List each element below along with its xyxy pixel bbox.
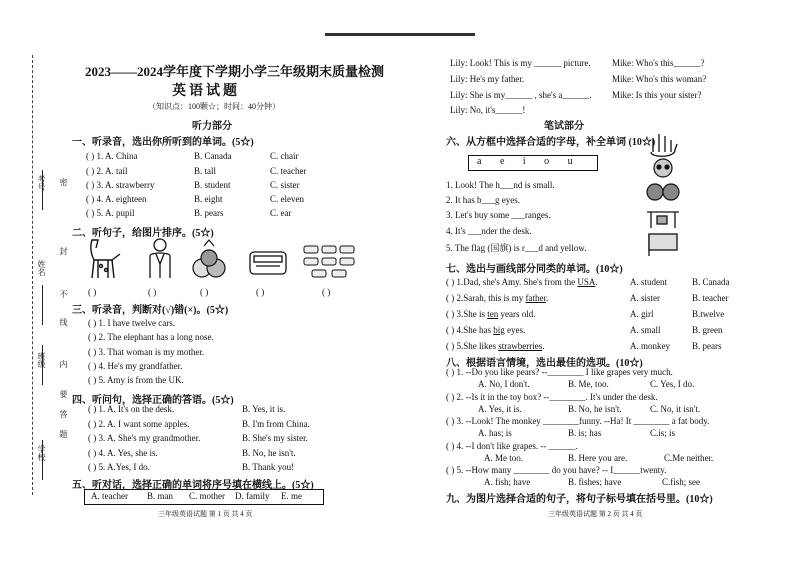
- binding-line: [32, 55, 33, 495]
- option-b: B. tall: [194, 166, 216, 176]
- oranges-icon: [647, 184, 679, 200]
- option-b: B. Here you are.: [568, 453, 628, 463]
- picture-row: [84, 238, 374, 280]
- question-text: ( ) 3.She is: [446, 309, 488, 319]
- option-a: A. Me too.: [484, 453, 523, 463]
- cars-icon: [304, 246, 354, 277]
- question-text: ( ) 2. The elephant has a long nose.: [88, 332, 214, 342]
- question-text: .: [546, 293, 549, 303]
- option-a: A. monkey: [630, 341, 670, 351]
- option-c: C.Me neither.: [664, 453, 714, 463]
- option-c: C. Yes, I do.: [650, 379, 695, 389]
- page-footer: 三年级英语试题 第 2 页 共 4 页: [548, 510, 643, 518]
- option-a: A. student: [630, 277, 667, 287]
- option-b: B. No, he isn't.: [242, 448, 296, 458]
- question-text: eyes.: [504, 325, 526, 335]
- option-c: C. chair: [270, 151, 299, 161]
- fruit-icon: [193, 240, 225, 277]
- side-label: 学校: [37, 445, 46, 461]
- option-b: B. Yes, it is.: [242, 404, 286, 414]
- option-c: C. teacher: [270, 166, 307, 176]
- question-text: 3. Let's buy some ___ranges.: [446, 210, 551, 220]
- option-b: B. She's my sister.: [242, 433, 308, 443]
- side-label: 考号: [37, 175, 46, 191]
- side-label: 答: [59, 410, 68, 418]
- dialog-line: Mike: Is this your sister?: [612, 90, 702, 100]
- word-option: B. man: [147, 491, 173, 501]
- side-label: 不: [59, 290, 68, 298]
- question-text: ( ) 2. A. tail: [86, 166, 128, 176]
- field-line: [42, 285, 43, 325]
- option-b: B. eight: [194, 194, 223, 204]
- option-a: A. Yes, it is.: [478, 404, 522, 414]
- answer-bracket: ( ): [88, 287, 97, 297]
- option-b: B. teacher: [692, 293, 729, 303]
- question-text: [446, 325, 525, 335]
- question-text: [446, 309, 536, 319]
- question-text: 4. It's ___nder the desk.: [446, 226, 532, 236]
- question-text: 2. It has b___g eyes.: [446, 195, 520, 205]
- option-b: B. fishes; have: [568, 477, 622, 487]
- option-a: A. girl: [630, 309, 654, 319]
- question-text: ( ) 3. That woman is my mother.: [88, 347, 205, 357]
- question-text: ( ) 2.Sarah, this is my: [446, 293, 526, 303]
- question-text: years old.: [498, 309, 536, 319]
- section-9-heading: 九、为图片选择合适的句子，将句子标号填在括号里。(10☆): [446, 494, 713, 505]
- option-c: C. sister: [270, 180, 300, 190]
- written-header: 笔试部分: [544, 121, 584, 132]
- man-icon: [150, 239, 170, 278]
- question-text: ( ) 3. --Look! The monkey ________funny. --Ha! It ________ a fat body.: [446, 416, 710, 426]
- option-a: A. small: [630, 325, 661, 335]
- dialog-line: Mike: Who's this______?: [612, 58, 705, 68]
- option-b: B. Me, too.: [568, 379, 609, 389]
- section-2-heading: 二、听句子，给图片排序。(5☆): [72, 228, 214, 239]
- question-text: ( ) 4. --I don't like grapes. -- ______.: [446, 441, 578, 451]
- option-a: A. No, I don't.: [478, 379, 530, 389]
- option-b: B. green: [692, 325, 723, 335]
- section-3-heading: 三、听录音，判断对(√)错(×)。(5☆): [72, 305, 229, 316]
- option-b: B. I'm from China.: [242, 419, 310, 429]
- word-option: C. mother: [189, 491, 225, 501]
- question-text: 5. The flag (国旗) is r___d and yellow.: [446, 243, 587, 253]
- side-label: 题: [59, 430, 68, 438]
- question-text: ( ) 4. A. Yes, she is.: [88, 448, 158, 458]
- option-c: C. No, it isn't.: [650, 404, 701, 414]
- question-text: ( ) 3. A. She's my grandmother.: [88, 433, 201, 443]
- question-text: .: [542, 341, 545, 351]
- underlined-word: strawberries: [498, 341, 543, 351]
- question-text: [446, 277, 598, 287]
- page-2: [400, 0, 794, 561]
- side-label: 密: [59, 178, 68, 186]
- dialog-line: Lily: She is my______ , she's a______.: [450, 90, 592, 100]
- section-5-heading: 五、听对话，选择正确的单词将序号填在横线上。(5☆): [72, 480, 314, 491]
- option-a: A. sister: [630, 293, 660, 303]
- option-b: B. Thank you!: [242, 462, 295, 472]
- answer-bracket: ( ): [322, 287, 331, 297]
- question-text: ( ) 1. A. It's on the desk.: [88, 404, 175, 414]
- side-label: 班级: [37, 352, 46, 368]
- option-c: C.fish; see: [662, 477, 700, 487]
- dialog-line: Lily: Look! This is my ______ picture.: [450, 58, 591, 68]
- question-text: 1. Look! The h___nd is small.: [446, 180, 555, 190]
- option-b: B. Canada: [194, 151, 232, 161]
- question-text: [446, 341, 544, 351]
- eyes-icon: [654, 159, 672, 177]
- answer-bracket: ( ): [148, 287, 157, 297]
- question-text: ( ) 5. --How many ________ do you have? -- I______twenty.: [446, 465, 667, 475]
- side-label: 内: [59, 360, 68, 368]
- question-text: ( ) 5. Amy is from the UK.: [88, 375, 184, 385]
- side-label: 线: [59, 318, 68, 326]
- section-4-heading: 四、听问句，选择正确的答语。(5☆): [72, 395, 234, 406]
- underlined-word: father: [525, 293, 546, 303]
- hand-icon: [651, 134, 677, 156]
- question-text: [446, 293, 548, 303]
- option-b: B. Canada: [692, 277, 730, 287]
- side-label: 封: [59, 247, 68, 255]
- side-label: 姓名: [37, 260, 46, 276]
- question-text: ( ) 2. A. I want some apples.: [88, 419, 190, 429]
- option-b: B. pears: [194, 208, 224, 218]
- option-b: B. No, he isn't.: [568, 404, 622, 414]
- side-label: 要: [59, 390, 68, 398]
- section-1-heading: 一、听录音，选出你所听到的单词。(5☆): [72, 137, 254, 148]
- option-a: A. has; is: [478, 428, 512, 438]
- option-b: B.twelve: [692, 309, 725, 319]
- section-8-heading: 八、根据语言情境，选出最佳的选项。(10☆): [446, 358, 643, 369]
- question-text: ( ) 1.Dad, she's Amy. She's from the: [446, 277, 578, 287]
- question-text: ( ) 5. A. pupil: [86, 208, 135, 218]
- dialog-line: Mike: Who's this woman?: [612, 74, 707, 84]
- desk-icon: [647, 212, 679, 228]
- flag-icon: [649, 234, 677, 256]
- question-text: ( ) 4. A. eighteen: [86, 194, 147, 204]
- option-b: B. student: [194, 180, 231, 190]
- question-text: ( ) 4. He's my grandfather.: [88, 361, 183, 371]
- underlined-word: USA: [577, 277, 596, 287]
- section-6-heading: 六、从方框中选择合适的字母，补全单词 (10☆): [446, 137, 656, 148]
- word-option: D. family: [235, 491, 270, 501]
- exam-meta: （知识点：100颗☆；时间：40分钟）: [148, 102, 280, 111]
- question-text: ( ) 5. A.Yes, I do.: [88, 462, 150, 472]
- section-7-heading: 七、选出与画线部分同类的单词。(10☆): [446, 264, 623, 275]
- question-text: .: [595, 277, 598, 287]
- word-option: E. me: [281, 491, 302, 501]
- question-text: ( ) 1. A. China: [86, 151, 138, 161]
- letter-box: a e i o u: [468, 155, 598, 171]
- dialog-line: Lily: No, it's______!: [450, 105, 526, 115]
- word-option: A. teacher: [91, 491, 128, 501]
- answer-bracket: ( ): [200, 287, 209, 297]
- option-c: C.is; is: [650, 428, 676, 438]
- page-footer: 三年级英语试题 第 1 页 共 4 页: [158, 510, 253, 518]
- question-text: ( ) 1. I have twelve cars.: [88, 318, 175, 328]
- underlined-word: big: [493, 325, 505, 335]
- option-a: A. fish; have: [484, 477, 531, 487]
- question-text: ( ) 5.She likes: [446, 341, 499, 351]
- listening-header: 听力部分: [192, 121, 232, 132]
- question-text: ( ) 3. A. strawberry: [86, 180, 155, 190]
- question-text: ( ) 4.She has: [446, 325, 494, 335]
- dialog-line: Lily: He's my father.: [450, 74, 525, 84]
- answer-bracket: ( ): [256, 287, 265, 297]
- option-c: C. eleven: [270, 194, 304, 204]
- giraffe-icon: [91, 240, 120, 278]
- pencil-case-icon: [250, 252, 286, 274]
- question-text: ( ) 2. --Is it in the toy box? --________. It's under the desk.: [446, 392, 658, 402]
- hint-pictures: [645, 128, 685, 258]
- question-text: ( ) 1. --Do you like pears? --________ I like grapes very much.: [446, 367, 673, 377]
- option-b: B. pears: [692, 341, 722, 351]
- underlined-word: ten: [487, 309, 499, 319]
- word-box: [84, 489, 324, 505]
- subject-title: 英语试题: [172, 84, 240, 99]
- option-c: C. ear: [270, 208, 292, 218]
- exam-title: 2023——2024学年度下学期小学三年级期末质量检测: [85, 64, 385, 79]
- option-b: B. is; has: [568, 428, 602, 438]
